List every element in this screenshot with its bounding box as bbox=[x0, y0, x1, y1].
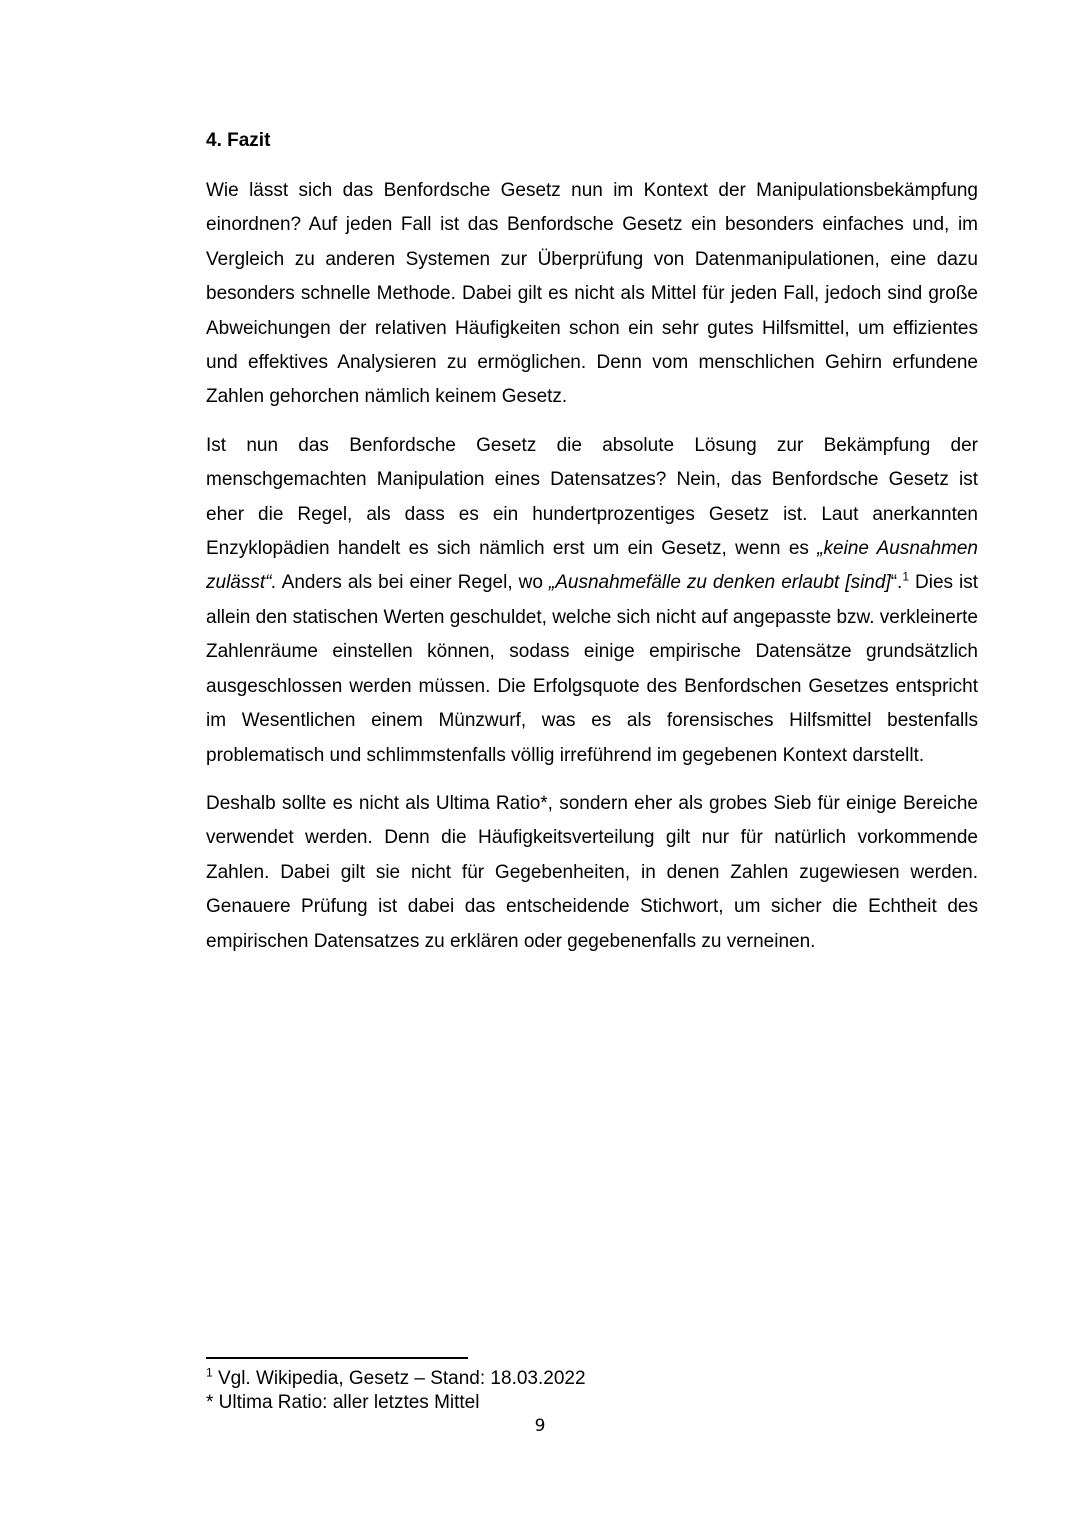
footnote-1 bbox=[206, 1367, 978, 1391]
footnote-separator bbox=[206, 1357, 468, 1359]
paragraph-3: Deshalb sollte es nicht als Ultima Ratio*, sondern eher als grobes Sieb für einige Bereiche verwendet werden. Denn die Häufigkeitsverteilung gilt nur für natürlich vorkommende Zahlen. Dabei gilt sie nicht für Gegebenheiten, in denen Zahlen zugewiesen werden. Genauere Prüfung ist dabei das entscheidende Stichwort, um sicher die Echtheit des empirischen Datensatzes zu erklären oder gegebenenfalls zu verneinen. bbox=[206, 792, 978, 952]
page-content bbox=[206, 127, 978, 973]
paragraph-1: Wie lässt sich das Benfordsche Gesetz nun im Kontext der Manipulationsbekämpfung einordnen? Auf jeden Fall ist das Benfordsche Gesetz ein besonders einfaches und, im Vergleich zu anderen Systemen zur Überprüfung von Datenmanipulationen, eine dazu besonders schnelle Methode. Dabei gilt es nicht als Mittel für jeden Fall, jedoch sind große Abweichungen der relativen Häufigkeiten schon ein sehr gutes Hilfsmittel, um effizientes und effektives Analysieren zu ermöglichen. Denn vom menschlichen Gehirn erfundene Zahlen gehorchen nämlich keinem Gesetz. bbox=[206, 180, 978, 408]
paragraph-2-text-a: Ist nun das Benfordsche Gesetz die absolute Lösung zur Bekämpfung der menschgemachten Manipulation eines Datensatzes? Nein, das Benfordsche Gesetz ist eher die Regel, als dass es ein hundertprozentiges Gesetz ist. Laut anerkannten Enzyklopädien handelt es sich nämlich erst um ein Gesetz, wenn es bbox=[206, 434, 978, 560]
paragraph-2-text-c: Dies ist allein den statischen Werten geschuldet, welche sich nicht auf angepasste bzw. verkleinerte Zahlenräume einstellen können, sodass einige empirische Datensätze grundsätzlich ausgeschlossen werden müssen. Die Erfolgsquote des Benfordschen Gesetzes entspricht im Wesentlichen einem Münzwurf, was es als forensisches Hilfsmittel bestenfalls problematisch und schlimmstenfalls völlig irreführend im gegebenen Kontext darstellt. bbox=[206, 572, 978, 766]
footnote-1-text: Vgl. Wikipedia, Gesetz – Stand: 18.03.2022 bbox=[212, 1368, 586, 1389]
quote-ausnahmefaelle: „Ausnahmefälle zu denken erlaubt [sind] bbox=[548, 572, 891, 594]
footnote-1-marker: 1 bbox=[206, 1365, 213, 1380]
paragraph-2 bbox=[206, 429, 978, 773]
page-number: 9 bbox=[534, 1416, 546, 1436]
footnote-2: * Ultima Ratio: aller letztes Mittel bbox=[206, 1392, 480, 1413]
section-heading: 4. Fazit bbox=[206, 130, 271, 151]
footnotes bbox=[206, 1367, 978, 1415]
quote-closing: “. bbox=[890, 572, 903, 594]
quote-keine-ausnahmen: „keine Ausnahmen zulässt“. bbox=[206, 538, 978, 594]
footnote-reference-1: 1 bbox=[902, 570, 910, 585]
paragraph-2-text-b: Anders als bei einer Regel, wo bbox=[276, 572, 549, 594]
